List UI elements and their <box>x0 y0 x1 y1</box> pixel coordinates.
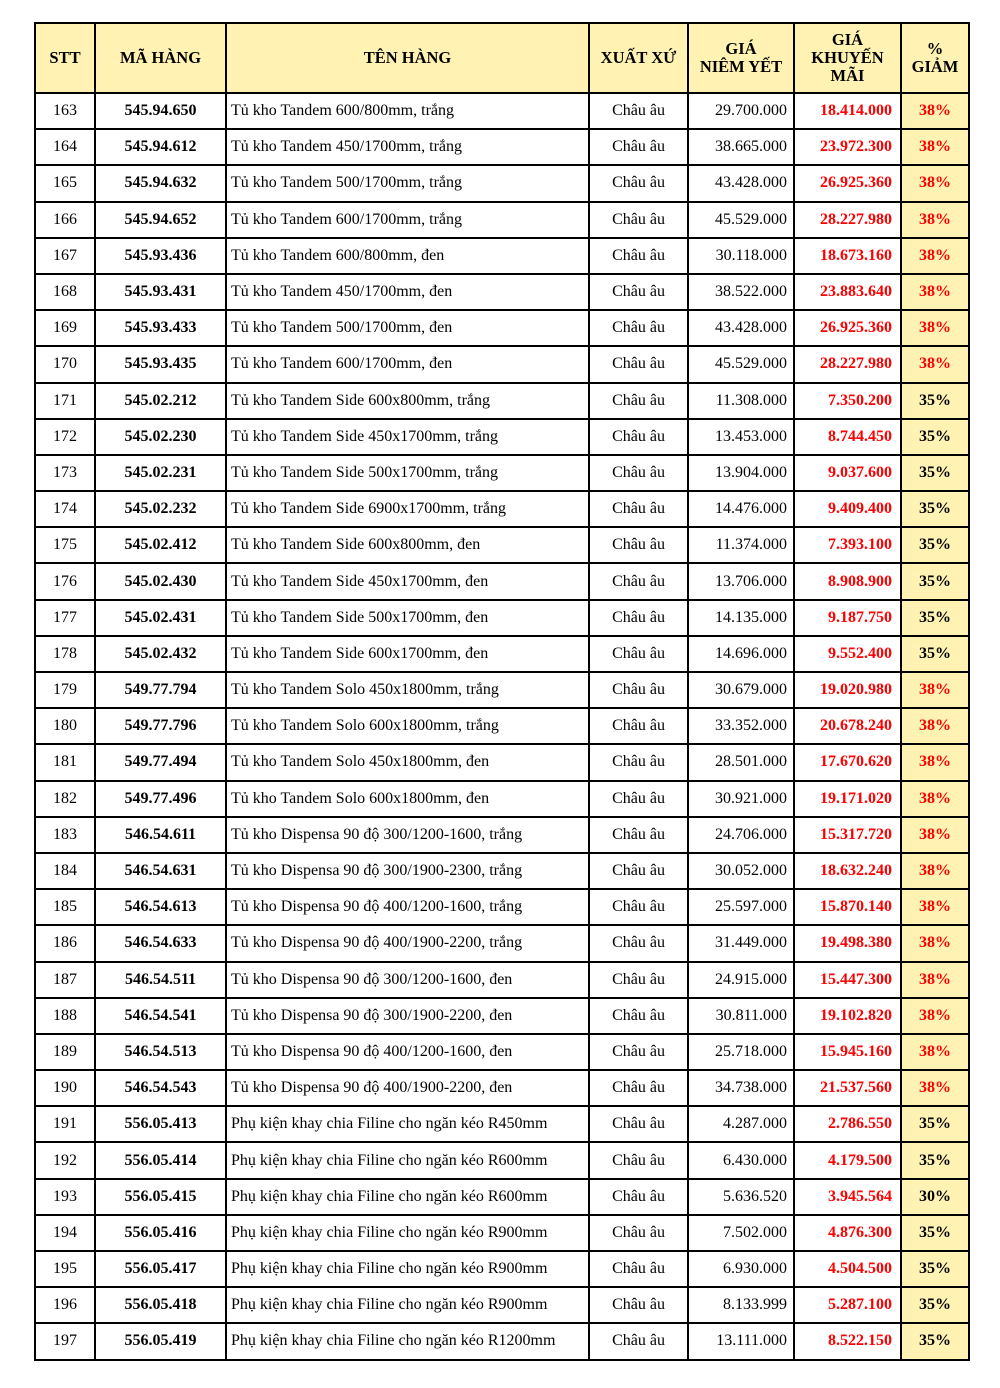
row-product-name: Phụ kiện khay chia Filine cho ngăn kéo R900mm <box>226 1215 589 1251</box>
row-discount: 38% <box>901 744 969 780</box>
row-promo-price: 23.972.300 <box>794 129 901 165</box>
row-promo-price: 18.632.240 <box>794 853 901 889</box>
row-product-code: 546.54.513 <box>95 1034 226 1070</box>
row-promo-price: 8.908.900 <box>794 563 901 599</box>
row-list-price: 13.111.000 <box>688 1323 794 1359</box>
row-promo-price: 4.179.500 <box>794 1142 901 1178</box>
row-product-code: 545.02.430 <box>95 563 226 599</box>
row-list-price: 43.428.000 <box>688 165 794 201</box>
row-list-price: 24.915.000 <box>688 962 794 998</box>
row-promo-price: 19.498.380 <box>794 925 901 961</box>
row-product-code: 556.05.419 <box>95 1323 226 1359</box>
row-product-name: Tủ kho Tandem Solo 600x1800mm, đen <box>226 781 589 817</box>
row-promo-price: 4.876.300 <box>794 1215 901 1251</box>
row-list-price: 13.453.000 <box>688 419 794 455</box>
header-row <box>35 23 969 93</box>
row-list-price: 34.738.000 <box>688 1070 794 1106</box>
row-product-name: Tủ kho Dispensa 90 độ 300/1200-1600, trắng <box>226 817 589 853</box>
row-discount: 38% <box>901 781 969 817</box>
table-row <box>35 129 969 165</box>
row-origin: Châu âu <box>589 853 688 889</box>
table-body <box>35 93 969 1360</box>
row-list-price: 7.502.000 <box>688 1215 794 1251</box>
row-discount: 38% <box>901 998 969 1034</box>
header-code: MÃ HÀNG <box>95 23 226 93</box>
row-origin: Châu âu <box>589 419 688 455</box>
row-promo-price: 7.350.200 <box>794 383 901 419</box>
row-product-code: 545.02.230 <box>95 419 226 455</box>
row-product-name: Tủ kho Tandem 600/1700mm, trắng <box>226 202 589 238</box>
row-product-code: 546.54.543 <box>95 1070 226 1106</box>
row-origin: Châu âu <box>589 563 688 599</box>
row-product-code: 556.05.416 <box>95 1215 226 1251</box>
row-product-code: 549.77.494 <box>95 744 226 780</box>
row-stt: 193 <box>35 1179 95 1215</box>
header-promo-price-line: MÃI <box>830 66 865 85</box>
table-row <box>35 1179 969 1215</box>
row-stt: 184 <box>35 853 95 889</box>
header-discount-line: % <box>926 39 944 58</box>
table-row <box>35 998 969 1034</box>
price-table <box>34 22 970 1361</box>
row-product-name: Tủ kho Dispensa 90 độ 300/1900-2300, trắng <box>226 853 589 889</box>
row-list-price: 29.700.000 <box>688 93 794 129</box>
row-discount: 38% <box>901 129 969 165</box>
row-stt: 165 <box>35 165 95 201</box>
header-origin: XUẤT XỨ <box>589 23 688 93</box>
row-origin: Châu âu <box>589 672 688 708</box>
row-list-price: 6.430.000 <box>688 1142 794 1178</box>
header-promo-price-line: KHUYẾN <box>811 48 884 67</box>
row-stt: 181 <box>35 744 95 780</box>
row-stt: 187 <box>35 962 95 998</box>
table-row <box>35 817 969 853</box>
row-list-price: 30.921.000 <box>688 781 794 817</box>
table-row <box>35 1070 969 1106</box>
row-stt: 170 <box>35 346 95 382</box>
row-discount: 35% <box>901 1287 969 1323</box>
row-product-name: Tủ kho Dispensa 90 độ 300/1900-2200, đen <box>226 998 589 1034</box>
row-origin: Châu âu <box>589 383 688 419</box>
row-stt: 177 <box>35 600 95 636</box>
row-product-name: Tủ kho Tandem Side 450x1700mm, đen <box>226 563 589 599</box>
row-discount: 38% <box>901 853 969 889</box>
row-origin: Châu âu <box>589 1070 688 1106</box>
row-discount: 38% <box>901 274 969 310</box>
row-product-code: 545.93.433 <box>95 310 226 346</box>
header-promo-price-line: GIÁ <box>831 30 864 49</box>
row-product-name: Tủ kho Tandem 500/1700mm, đen <box>226 310 589 346</box>
row-product-name: Tủ kho Tandem Side 6900x1700mm, trắng <box>226 491 589 527</box>
row-promo-price: 23.883.640 <box>794 274 901 310</box>
row-product-code: 545.94.632 <box>95 165 226 201</box>
table-row <box>35 962 969 998</box>
row-promo-price: 7.393.100 <box>794 527 901 563</box>
table-row <box>35 889 969 925</box>
row-promo-price: 26.925.360 <box>794 165 901 201</box>
row-product-code: 545.93.435 <box>95 346 226 382</box>
row-origin: Châu âu <box>589 202 688 238</box>
table-row <box>35 1323 969 1359</box>
row-origin: Châu âu <box>589 925 688 961</box>
table-row <box>35 1034 969 1070</box>
table-row <box>35 383 969 419</box>
row-origin: Châu âu <box>589 491 688 527</box>
row-stt: 196 <box>35 1287 95 1323</box>
row-stt: 189 <box>35 1034 95 1070</box>
row-promo-price: 18.673.160 <box>794 238 901 274</box>
row-discount: 38% <box>901 962 969 998</box>
row-stt: 182 <box>35 781 95 817</box>
header-stt: STT <box>35 23 95 93</box>
row-origin: Châu âu <box>589 1287 688 1323</box>
row-stt: 183 <box>35 817 95 853</box>
row-promo-price: 19.020.980 <box>794 672 901 708</box>
row-product-name: Tủ kho Tandem 450/1700mm, trắng <box>226 129 589 165</box>
header-list-price-line: GIÁ <box>725 39 757 58</box>
row-product-code: 546.54.633 <box>95 925 226 961</box>
header-discount <box>901 23 969 93</box>
row-product-name: Tủ kho Dispensa 90 độ 400/1200-1600, đen <box>226 1034 589 1070</box>
row-origin: Châu âu <box>589 527 688 563</box>
row-stt: 166 <box>35 202 95 238</box>
row-product-name: Tủ kho Tandem 500/1700mm, trắng <box>226 165 589 201</box>
row-discount: 38% <box>901 1070 969 1106</box>
row-discount: 38% <box>901 346 969 382</box>
row-origin: Châu âu <box>589 274 688 310</box>
row-stt: 197 <box>35 1323 95 1359</box>
table-row <box>35 165 969 201</box>
row-promo-price: 2.786.550 <box>794 1106 901 1142</box>
row-stt: 180 <box>35 708 95 744</box>
row-product-name: Phụ kiện khay chia Filine cho ngăn kéo R1200mm <box>226 1323 589 1359</box>
row-discount: 35% <box>901 1323 969 1359</box>
row-stt: 194 <box>35 1215 95 1251</box>
row-product-name: Phụ kiện khay chia Filine cho ngăn kéo R600mm <box>226 1179 589 1215</box>
row-product-name: Tủ kho Tandem Solo 450x1800mm, trắng <box>226 672 589 708</box>
row-discount: 35% <box>901 1251 969 1287</box>
row-origin: Châu âu <box>589 93 688 129</box>
row-product-code: 549.77.796 <box>95 708 226 744</box>
row-promo-price: 8.522.150 <box>794 1323 901 1359</box>
row-list-price: 14.135.000 <box>688 600 794 636</box>
row-list-price: 8.133.999 <box>688 1287 794 1323</box>
row-origin: Châu âu <box>589 889 688 925</box>
table-row <box>35 672 969 708</box>
row-product-code: 545.02.431 <box>95 600 226 636</box>
row-origin: Châu âu <box>589 346 688 382</box>
row-stt: 191 <box>35 1106 95 1142</box>
row-promo-price: 18.414.000 <box>794 93 901 129</box>
row-list-price: 30.811.000 <box>688 998 794 1034</box>
row-list-price: 31.449.000 <box>688 925 794 961</box>
row-product-code: 549.77.496 <box>95 781 226 817</box>
row-stt: 188 <box>35 998 95 1034</box>
row-product-name: Tủ kho Dispensa 90 độ 400/1900-2200, đen <box>226 1070 589 1106</box>
row-list-price: 30.679.000 <box>688 672 794 708</box>
table-row <box>35 781 969 817</box>
table-row <box>35 853 969 889</box>
row-product-name: Tủ kho Tandem Side 500x1700mm, đen <box>226 600 589 636</box>
row-product-name: Tủ kho Tandem Side 600x1700mm, đen <box>226 636 589 672</box>
row-product-code: 546.54.511 <box>95 962 226 998</box>
row-product-name: Tủ kho Tandem Side 600x800mm, đen <box>226 527 589 563</box>
row-list-price: 43.428.000 <box>688 310 794 346</box>
row-product-name: Tủ kho Tandem 600/1700mm, đen <box>226 346 589 382</box>
row-product-code: 556.05.413 <box>95 1106 226 1142</box>
row-stt: 169 <box>35 310 95 346</box>
row-stt: 175 <box>35 527 95 563</box>
row-promo-price: 17.670.620 <box>794 744 901 780</box>
row-origin: Châu âu <box>589 1106 688 1142</box>
row-promo-price: 26.925.360 <box>794 310 901 346</box>
row-list-price: 11.308.000 <box>688 383 794 419</box>
row-stt: 190 <box>35 1070 95 1106</box>
row-discount: 35% <box>901 636 969 672</box>
row-origin: Châu âu <box>589 310 688 346</box>
row-product-code: 545.02.231 <box>95 455 226 491</box>
row-product-name: Phụ kiện khay chia Filine cho ngăn kéo R900mm <box>226 1251 589 1287</box>
table-row <box>35 455 969 491</box>
table-row <box>35 1251 969 1287</box>
row-promo-price: 9.187.750 <box>794 600 901 636</box>
table-row <box>35 1106 969 1142</box>
table-header <box>35 23 969 93</box>
header-list-price <box>688 23 794 93</box>
row-origin: Châu âu <box>589 1251 688 1287</box>
row-stt: 179 <box>35 672 95 708</box>
row-product-code: 546.54.631 <box>95 853 226 889</box>
row-list-price: 38.665.000 <box>688 129 794 165</box>
row-list-price: 33.352.000 <box>688 708 794 744</box>
table-row <box>35 491 969 527</box>
row-promo-price: 20.678.240 <box>794 708 901 744</box>
row-list-price: 45.529.000 <box>688 202 794 238</box>
table-row <box>35 1287 969 1323</box>
row-promo-price: 15.870.140 <box>794 889 901 925</box>
row-origin: Châu âu <box>589 238 688 274</box>
table-row <box>35 600 969 636</box>
row-origin: Châu âu <box>589 781 688 817</box>
row-list-price: 4.287.000 <box>688 1106 794 1142</box>
header-list-price-line: NIÊM YẾT <box>699 57 783 76</box>
row-discount: 38% <box>901 310 969 346</box>
row-promo-price: 9.037.600 <box>794 455 901 491</box>
row-discount: 30% <box>901 1179 969 1215</box>
row-list-price: 13.706.000 <box>688 563 794 599</box>
row-list-price: 24.706.000 <box>688 817 794 853</box>
row-list-price: 30.052.000 <box>688 853 794 889</box>
row-promo-price: 15.317.720 <box>794 817 901 853</box>
row-origin: Châu âu <box>589 1179 688 1215</box>
row-stt: 195 <box>35 1251 95 1287</box>
row-product-code: 556.05.418 <box>95 1287 226 1323</box>
table-row <box>35 346 969 382</box>
row-origin: Châu âu <box>589 744 688 780</box>
row-product-name: Tủ kho Tandem Solo 600x1800mm, trắng <box>226 708 589 744</box>
header-promo-price <box>794 23 901 93</box>
row-origin: Châu âu <box>589 708 688 744</box>
table-row <box>35 708 969 744</box>
row-product-name: Phụ kiện khay chia Filine cho ngăn kéo R450mm <box>226 1106 589 1142</box>
row-promo-price: 21.537.560 <box>794 1070 901 1106</box>
table-row <box>35 310 969 346</box>
row-product-name: Tủ kho Dispensa 90 độ 400/1200-1600, trắng <box>226 889 589 925</box>
row-discount: 35% <box>901 383 969 419</box>
row-product-code: 549.77.794 <box>95 672 226 708</box>
row-promo-price: 15.945.160 <box>794 1034 901 1070</box>
row-origin: Châu âu <box>589 962 688 998</box>
row-list-price: 30.118.000 <box>688 238 794 274</box>
table-row <box>35 925 969 961</box>
row-list-price: 38.522.000 <box>688 274 794 310</box>
row-list-price: 6.930.000 <box>688 1251 794 1287</box>
row-origin: Châu âu <box>589 1142 688 1178</box>
row-origin: Châu âu <box>589 600 688 636</box>
row-product-code: 546.54.613 <box>95 889 226 925</box>
row-list-price: 25.718.000 <box>688 1034 794 1070</box>
row-discount: 38% <box>901 925 969 961</box>
row-product-name: Tủ kho Tandem 450/1700mm, đen <box>226 274 589 310</box>
row-origin: Châu âu <box>589 165 688 201</box>
header-name: TÊN HÀNG <box>226 23 589 93</box>
table-row <box>35 238 969 274</box>
row-discount: 35% <box>901 419 969 455</box>
table-row <box>35 1215 969 1251</box>
row-promo-price: 28.227.980 <box>794 202 901 238</box>
row-stt: 167 <box>35 238 95 274</box>
row-product-code: 545.02.432 <box>95 636 226 672</box>
table-row <box>35 1142 969 1178</box>
row-origin: Châu âu <box>589 129 688 165</box>
row-list-price: 14.476.000 <box>688 491 794 527</box>
row-discount: 35% <box>901 1142 969 1178</box>
row-discount: 35% <box>901 563 969 599</box>
table-row <box>35 419 969 455</box>
row-product-name: Phụ kiện khay chia Filine cho ngăn kéo R900mm <box>226 1287 589 1323</box>
row-list-price: 13.904.000 <box>688 455 794 491</box>
row-discount: 38% <box>901 202 969 238</box>
row-origin: Châu âu <box>589 1034 688 1070</box>
row-product-name: Tủ kho Tandem 600/800mm, đen <box>226 238 589 274</box>
row-discount: 35% <box>901 491 969 527</box>
row-origin: Châu âu <box>589 1323 688 1359</box>
row-product-code: 545.02.232 <box>95 491 226 527</box>
table-row <box>35 202 969 238</box>
row-product-code: 545.94.652 <box>95 202 226 238</box>
row-origin: Châu âu <box>589 455 688 491</box>
row-product-name: Tủ kho Tandem Side 600x800mm, trắng <box>226 383 589 419</box>
row-list-price: 14.696.000 <box>688 636 794 672</box>
row-stt: 185 <box>35 889 95 925</box>
row-origin: Châu âu <box>589 817 688 853</box>
row-promo-price: 19.171.020 <box>794 781 901 817</box>
row-stt: 176 <box>35 563 95 599</box>
table-row <box>35 636 969 672</box>
row-discount: 35% <box>901 1215 969 1251</box>
row-discount: 38% <box>901 165 969 201</box>
row-stt: 168 <box>35 274 95 310</box>
row-promo-price: 5.287.100 <box>794 1287 901 1323</box>
row-promo-price: 19.102.820 <box>794 998 901 1034</box>
row-discount: 35% <box>901 527 969 563</box>
row-stt: 172 <box>35 419 95 455</box>
row-product-name: Tủ kho Dispensa 90 độ 300/1200-1600, đen <box>226 962 589 998</box>
row-product-code: 556.05.417 <box>95 1251 226 1287</box>
row-discount: 38% <box>901 238 969 274</box>
row-product-name: Tủ kho Dispensa 90 độ 400/1900-2200, trắng <box>226 925 589 961</box>
row-product-code: 545.93.431 <box>95 274 226 310</box>
row-discount: 35% <box>901 455 969 491</box>
table-row <box>35 527 969 563</box>
row-stt: 186 <box>35 925 95 961</box>
row-product-name: Tủ kho Tandem Side 450x1700mm, trắng <box>226 419 589 455</box>
row-promo-price: 9.552.400 <box>794 636 901 672</box>
table-row <box>35 93 969 129</box>
row-product-code: 545.94.650 <box>95 93 226 129</box>
row-product-code: 545.93.436 <box>95 238 226 274</box>
row-list-price: 28.501.000 <box>688 744 794 780</box>
row-product-name: Tủ kho Tandem Solo 450x1800mm, đen <box>226 744 589 780</box>
row-list-price: 5.636.520 <box>688 1179 794 1215</box>
row-product-code: 545.02.412 <box>95 527 226 563</box>
row-promo-price: 15.447.300 <box>794 962 901 998</box>
row-origin: Châu âu <box>589 636 688 672</box>
row-list-price: 25.597.000 <box>688 889 794 925</box>
row-origin: Châu âu <box>589 998 688 1034</box>
row-discount: 38% <box>901 889 969 925</box>
row-product-code: 545.02.212 <box>95 383 226 419</box>
row-discount: 38% <box>901 672 969 708</box>
table-row <box>35 274 969 310</box>
row-product-code: 556.05.414 <box>95 1142 226 1178</box>
row-origin: Châu âu <box>589 1215 688 1251</box>
row-promo-price: 8.744.450 <box>794 419 901 455</box>
row-discount: 38% <box>901 93 969 129</box>
row-promo-price: 9.409.400 <box>794 491 901 527</box>
header-discount-line: GIẢM <box>911 57 959 76</box>
row-promo-price: 3.945.564 <box>794 1179 901 1215</box>
row-product-name: Tủ kho Tandem Side 500x1700mm, trắng <box>226 455 589 491</box>
table-row <box>35 744 969 780</box>
row-list-price: 11.374.000 <box>688 527 794 563</box>
row-stt: 192 <box>35 1142 95 1178</box>
row-product-code: 545.94.612 <box>95 129 226 165</box>
row-stt: 174 <box>35 491 95 527</box>
row-discount: 35% <box>901 1106 969 1142</box>
row-product-name: Phụ kiện khay chia Filine cho ngăn kéo R600mm <box>226 1142 589 1178</box>
row-stt: 178 <box>35 636 95 672</box>
row-product-code: 546.54.611 <box>95 817 226 853</box>
row-product-code: 556.05.415 <box>95 1179 226 1215</box>
row-discount: 38% <box>901 817 969 853</box>
row-stt: 173 <box>35 455 95 491</box>
row-stt: 163 <box>35 93 95 129</box>
row-discount: 38% <box>901 708 969 744</box>
row-stt: 171 <box>35 383 95 419</box>
row-discount: 35% <box>901 600 969 636</box>
row-product-code: 546.54.541 <box>95 998 226 1034</box>
table-row <box>35 563 969 599</box>
row-discount: 38% <box>901 1034 969 1070</box>
row-stt: 164 <box>35 129 95 165</box>
row-promo-price: 28.227.980 <box>794 346 901 382</box>
row-promo-price: 4.504.500 <box>794 1251 901 1287</box>
row-list-price: 45.529.000 <box>688 346 794 382</box>
row-product-name: Tủ kho Tandem 600/800mm, trắng <box>226 93 589 129</box>
